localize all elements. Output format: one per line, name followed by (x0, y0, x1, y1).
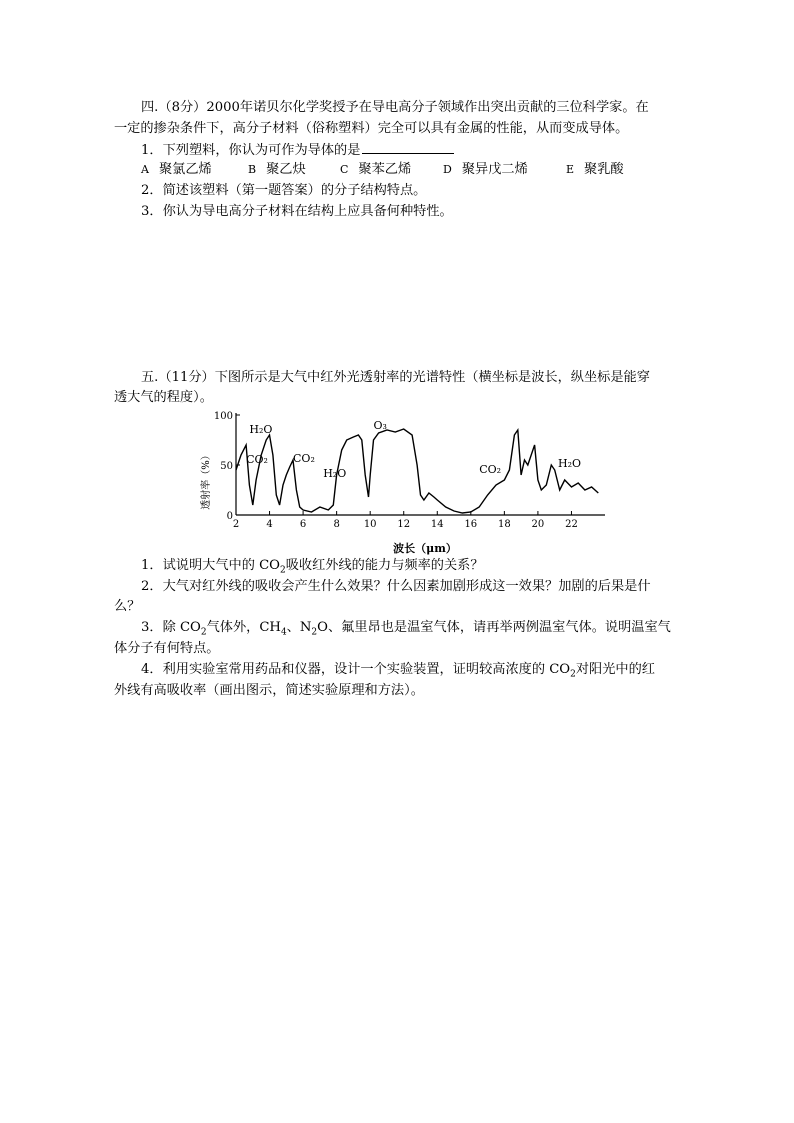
option-e[interactable]: E 聚乳酸 (566, 162, 624, 177)
gas-annotation: H₂O (249, 423, 273, 436)
ir-transmittance-chart (200, 405, 610, 555)
s4-q1-text: 1．下列塑料，你认为可作为导体的是 (141, 143, 361, 158)
x-tick-label: 22 (565, 519, 578, 530)
x-tick-label: 18 (497, 519, 511, 530)
s5-question-1: 1．试说明大气中的 $CO_2$吸收红外线的能力与频率的关系？ (141, 558, 484, 576)
s5-intro-line1: 五.（11分）下图所示是大气中红外光透射率的光谱特性（横坐标是波长，纵坐标是能穿 (141, 370, 650, 385)
s5-question-3-line1: 3．除 $CO_2$气体外，$CH_4$、$N_2O$、氟里昂也是温室气体，请再举两例温室气体。说明温室气 (141, 620, 671, 638)
s4-question-1 (141, 141, 454, 160)
s5-question-4-line2: 外线有高吸收率（画出图示，简述实验原理和方法）。 (114, 683, 424, 698)
s5-question-2-line1: 2．大气对红外线的吸收会产生什么效果？什么因素加剧形成这一效果？加剧的后果是什 (141, 579, 651, 594)
chart-annotations (246, 419, 581, 480)
x-tick-label: 14 (430, 519, 444, 530)
s4-question-2: 2．简述该塑料（第一题答案）的分子结构特点。 (141, 183, 427, 198)
y-tick-label: 100 (213, 411, 233, 422)
x-tick-label: 2 (232, 519, 240, 530)
s5-question-2-line2: 么？ (114, 599, 141, 614)
option-b[interactable]: B 聚乙炔 (248, 162, 306, 177)
gas-annotation: H₂O (558, 457, 582, 470)
answer-blank[interactable] (362, 141, 454, 154)
transmittance-line (236, 429, 598, 513)
option-d[interactable]: D 聚异戊二烯 (443, 162, 528, 177)
y-axis-label: 透射率（%） (201, 450, 212, 510)
s5-intro-line2: 透大气的程度）。 (114, 390, 213, 405)
s4-intro-line1: 四.（8分）2000年诺贝尔化学奖授予在导电高分子领域作出突出贡献的三位科学家。在 (141, 100, 649, 115)
option-a[interactable]: A 聚氯乙烯 (141, 162, 212, 177)
s5-question-4-line1: 4．利用实验室常用药品和仪器，设计一个实验装置，证明较高浓度的 $CO_2$对阳光中的红 (141, 662, 655, 680)
gas-annotation: O₃ (373, 419, 387, 432)
x-tick-label: 6 (299, 519, 307, 530)
s4-options (141, 161, 624, 179)
option-c[interactable]: C 聚苯乙烯 (340, 162, 412, 177)
gas-annotation: H₂O (323, 467, 347, 480)
x-tick-label: 20 (531, 519, 545, 530)
s4-intro-line2: 一定的掺杂条件下，高分子材料（俗称塑料）完全可以具有金属的性能，从而变成导体。 (114, 121, 629, 136)
y-tick-label: 0 (226, 511, 233, 522)
y-tick-label: 50 (220, 461, 233, 472)
gas-annotation: CO₂ (293, 452, 315, 465)
x-tick-label: 10 (363, 519, 377, 530)
x-tick-label: 16 (464, 519, 478, 530)
x-tick-label: 12 (397, 519, 411, 530)
x-axis-label: 波长（μm） (393, 542, 457, 555)
s5-question-3-line2: 体分子有何特点。 (114, 641, 220, 656)
gas-annotation: CO₂ (479, 463, 502, 476)
x-tick-label: 4 (266, 519, 273, 530)
s4-question-3: 3．你认为导电高分子材料在结构上应具备何种特性。 (141, 204, 453, 219)
gas-annotation: CO₂ (246, 453, 268, 466)
x-tick-label: 8 (333, 519, 340, 530)
